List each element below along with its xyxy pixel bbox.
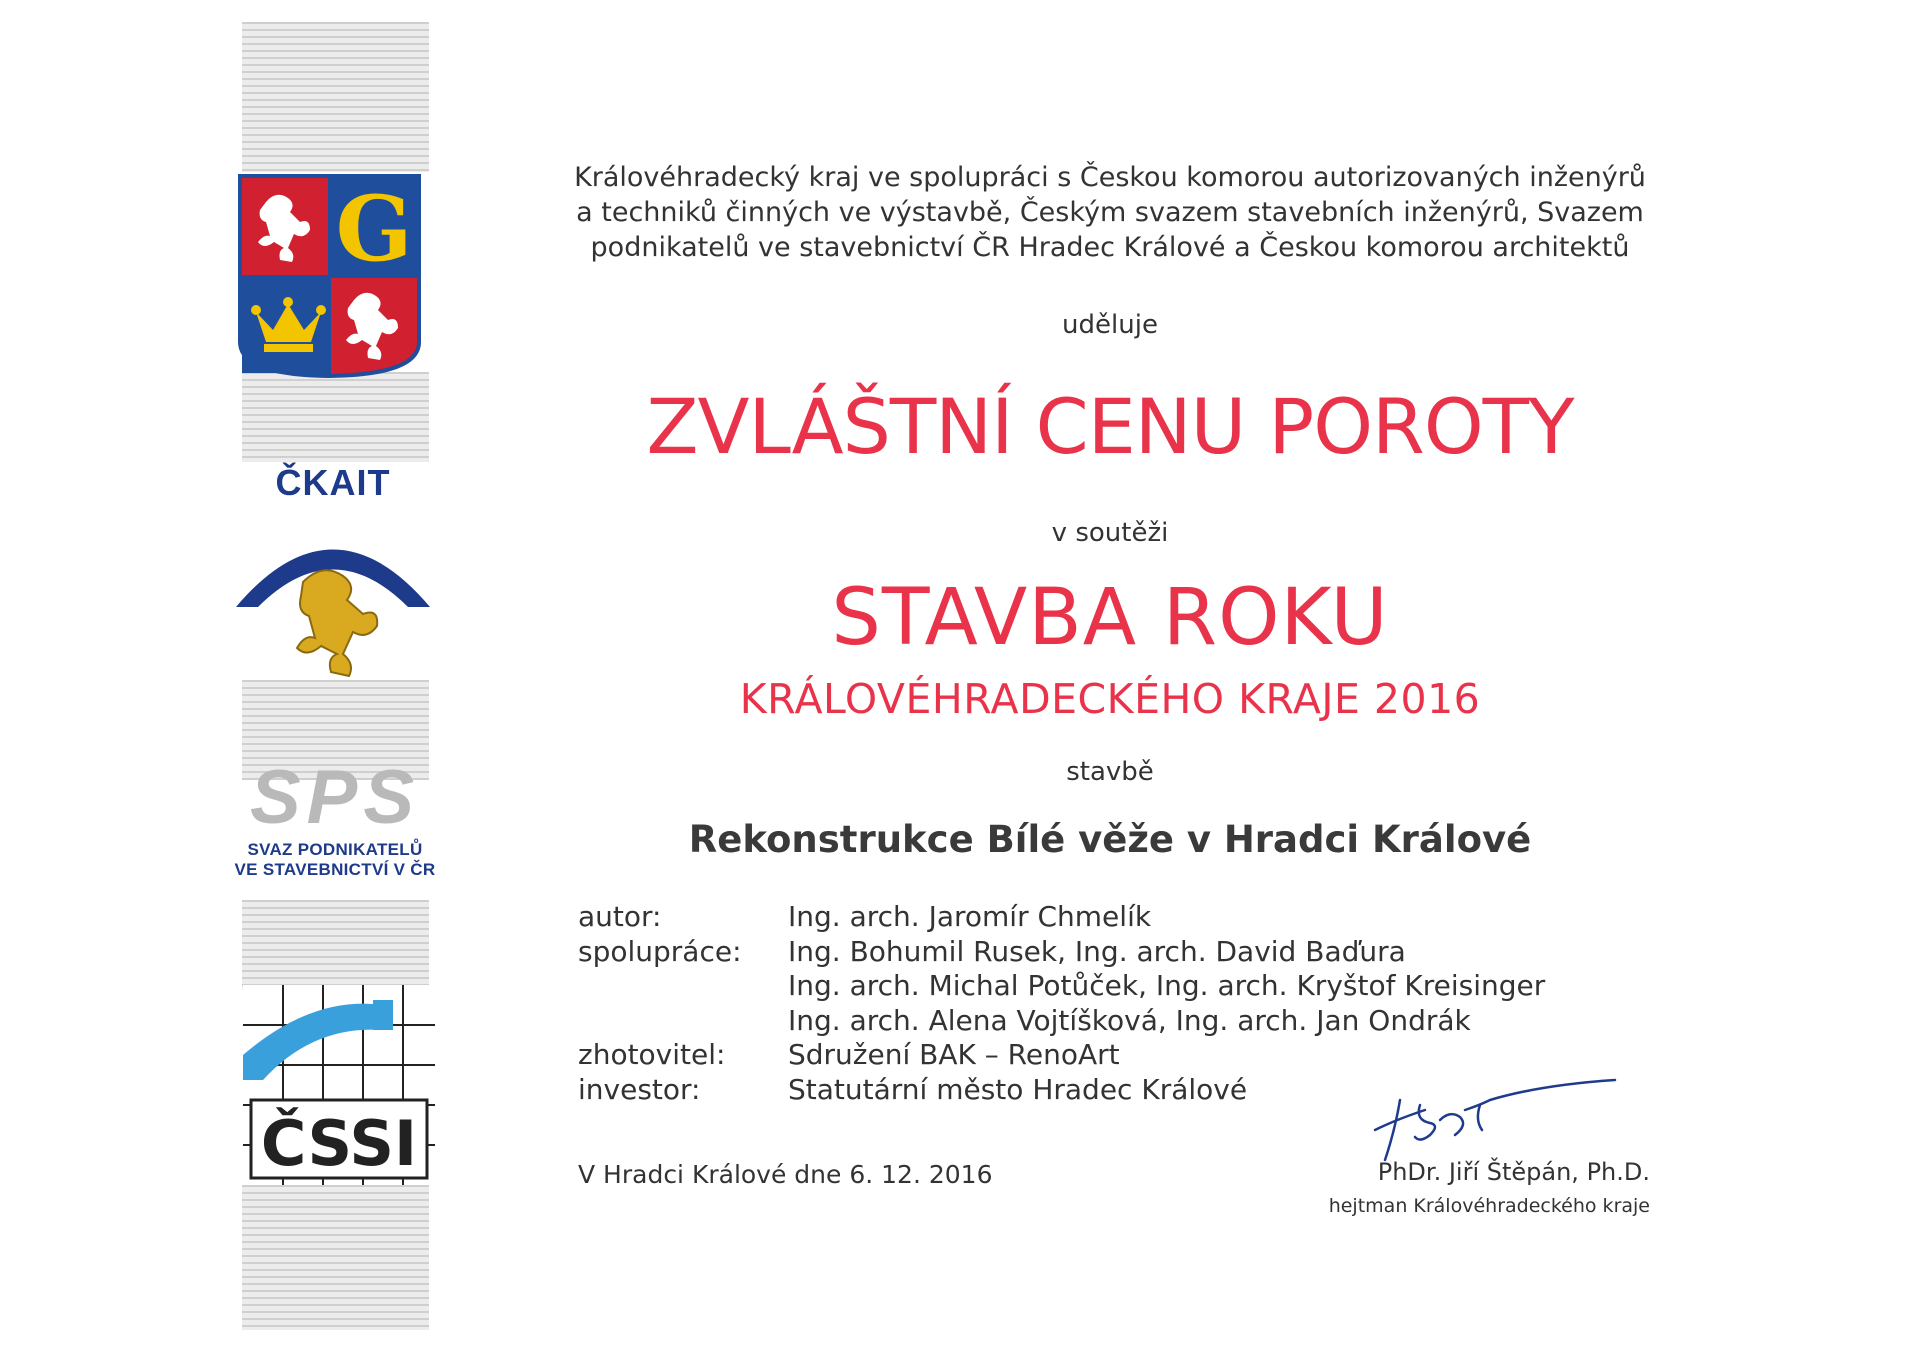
sps-logo-line: VE STAVEBNICTVÍ V ČR (234, 860, 436, 879)
decorative-band-top (242, 22, 429, 172)
signer-title: hejtman Královéhradeckého kraje (1328, 1195, 1650, 1217)
sps-logo-line: SVAZ PODNIKATELŮ (247, 840, 423, 859)
credit-label: spolupráce: (578, 934, 742, 968)
credit-row (578, 900, 1678, 935)
cssi-logo (243, 985, 435, 1185)
credit-value: Statutární město Hradec Králové (788, 1072, 1248, 1106)
credit-row (578, 1038, 1678, 1073)
sps-logo (220, 755, 450, 900)
intro-line: Královéhradecký kraj ve spolupráci s Českou komorou autorizovaných inženýrů (574, 162, 1646, 193)
in-competition-text: v soutěži (1051, 518, 1169, 548)
intro-line: podnikatelů ve stavebnictví ČR Hradec Králové a Českou komorou architektů (590, 232, 1630, 263)
intro-line: a techniků činných ve výstavbě, Českým svazem stavebních inženýrů, Svazem (576, 197, 1644, 228)
credit-row (578, 969, 1678, 1004)
decorative-band-mid (242, 900, 429, 990)
credit-label: investor: (578, 1072, 701, 1106)
credit-label (578, 1004, 788, 1039)
place-date: V Hradci Králové dne 6. 12. 2016 (578, 1160, 993, 1189)
competition-subtitle: KRÁLOVÉHRADECKÉHO KRAJE 2016 (739, 675, 1481, 723)
credit-label: autor: (578, 900, 662, 933)
project-name: Rekonstrukce Bílé věže v Hradci Králové (688, 818, 1532, 861)
credit-row (578, 935, 1678, 970)
credit-value: Ing. arch. Michal Potůček, Ing. arch. Kryštof Kreisinger (788, 969, 1546, 1002)
decorative-band-mid (242, 372, 429, 462)
ckait-logo (228, 462, 438, 677)
signer-name: PhDr. Jiří Štěpán, Ph.D. (1377, 1158, 1650, 1186)
credit-label (578, 969, 788, 1004)
ckait-logo-text: ČKAIT (275, 462, 391, 503)
credit-row (578, 1004, 1678, 1039)
ckait-arc-lion-icon (228, 512, 438, 677)
coat-of-arms-logo (236, 172, 423, 380)
decorative-band-bottom (242, 1185, 429, 1330)
award-title: ZVLÁŠTNÍ CENU POROTY (646, 382, 1574, 471)
svg-text:G: G (335, 176, 413, 282)
credit-label: zhotovitel: (578, 1038, 726, 1071)
credit-value: Ing. Bohumil Rusek, Ing. arch. David Baďura (788, 934, 1406, 968)
cssi-logo-text: ČSSI (260, 1107, 418, 1180)
to-building-text: stavbě (1066, 757, 1154, 787)
credit-value: Ing. arch. Alena Vojtíšková, Ing. arch. Jan Ondrák (788, 1003, 1471, 1037)
grants-text: uděluje (1062, 310, 1158, 340)
intro-text (560, 160, 1660, 265)
credit-value: Sdružení BAK – RenoArt (788, 1038, 1120, 1071)
competition-title: STAVBA ROKU (831, 573, 1389, 663)
credit-value: Ing. arch. Jaromír Chmelík (788, 900, 1152, 933)
sps-logo-text: SPS (249, 755, 421, 840)
